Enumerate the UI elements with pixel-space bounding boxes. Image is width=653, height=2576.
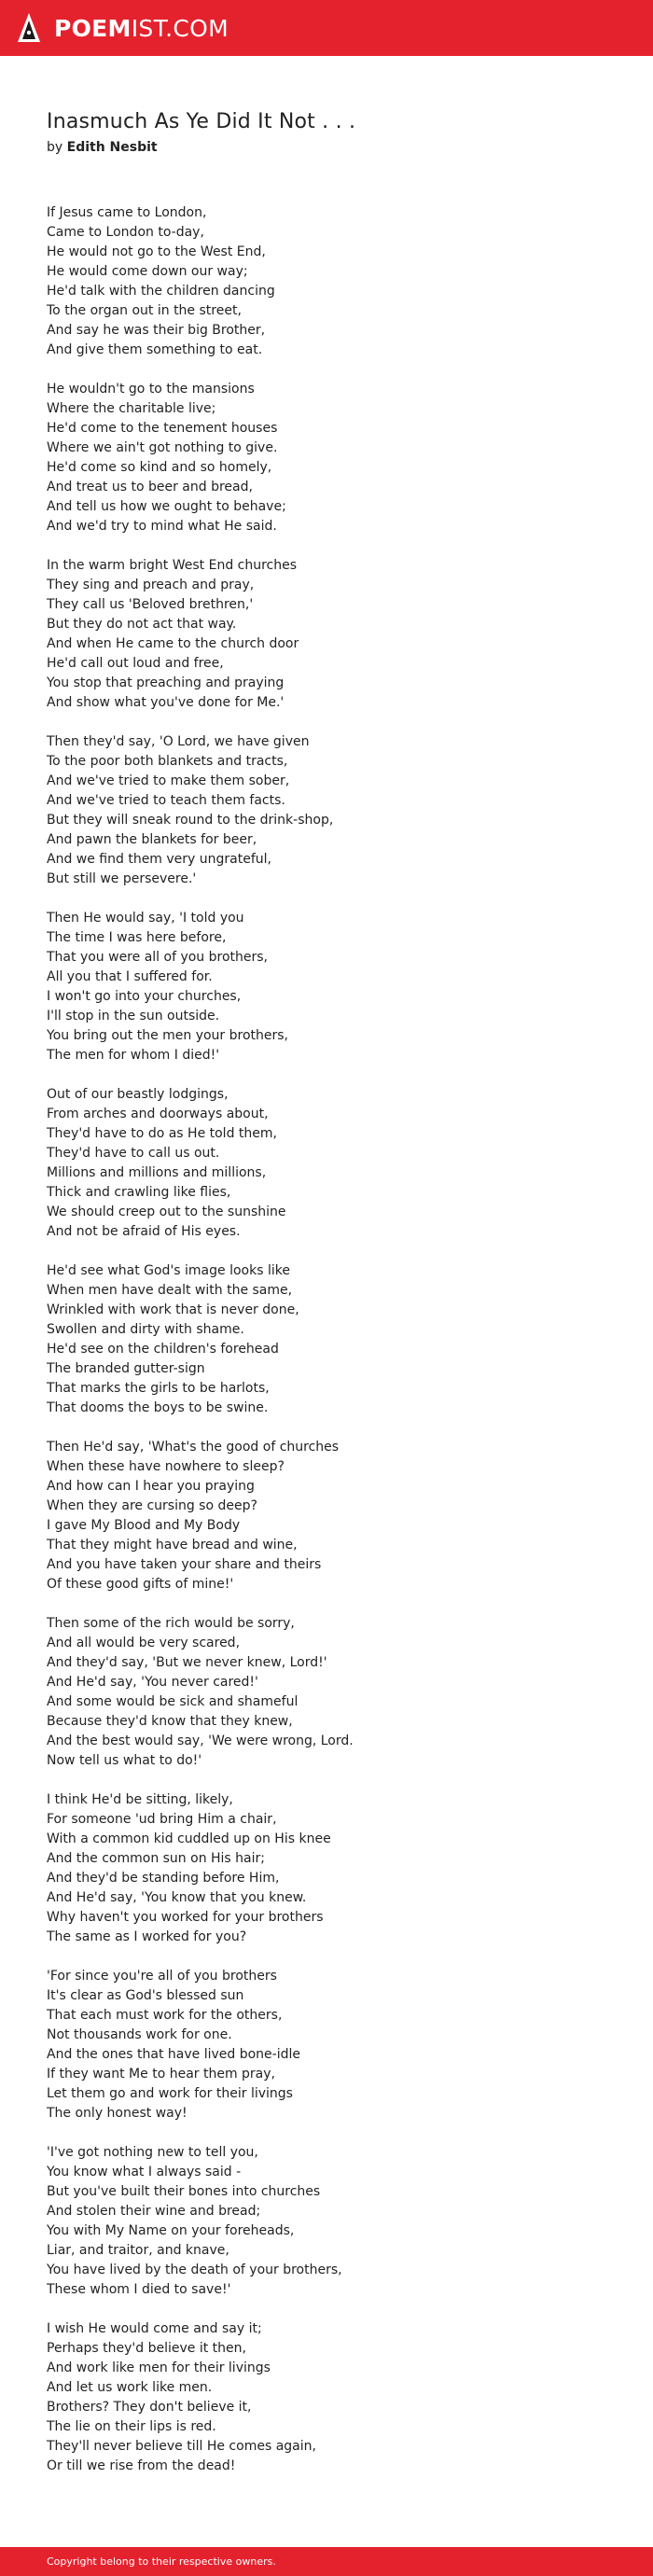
stanza	[47, 1790, 625, 1947]
poem-line: And the best would say, 'We were wrong, Lord.	[47, 1734, 354, 1748]
poem-line: It's clear as God's blessed sun	[47, 1988, 244, 2003]
poem-line: And they'd be standing before Him,	[47, 1871, 280, 1886]
poem-line: Not thousands work for one.	[47, 2027, 232, 2042]
poem-line: The time I was here before,	[47, 930, 227, 945]
poem-line: Now tell us what to do!'	[47, 1753, 202, 1768]
poem-line: And we'd try to mind what He said.	[47, 519, 277, 534]
poem-line: The same as I worked for you?	[47, 1929, 247, 1944]
poem-line: Perhaps they'd believe it then,	[47, 2341, 246, 2356]
stanza	[47, 2319, 625, 2476]
stanza	[47, 203, 625, 360]
stanza	[47, 909, 625, 1065]
poem-line: Then they'd say, 'O Lord, we have given	[47, 734, 310, 749]
footer-copyright: Copyright belong to their respective owners.	[47, 2555, 276, 2568]
poem-line: And the common sun on His hair;	[47, 1851, 265, 1866]
poem-line: And treat us to beer and bread,	[47, 480, 253, 494]
poem-line: That they might have bread and wine,	[47, 1538, 298, 1553]
poem-line: He wouldn't go to the mansions	[47, 382, 255, 397]
poem-line: He'd talk with the children dancing	[47, 284, 275, 299]
poem-line: And the ones that have lived bone-idle	[47, 2047, 300, 2062]
poem-line: And He'd say, 'You know that you knew.	[47, 1890, 307, 1905]
stanza	[47, 1967, 625, 2123]
by-label: by	[47, 140, 63, 155]
poem-line: And we find them very ungrateful,	[47, 852, 271, 867]
stanza	[47, 1614, 625, 1771]
poem-line: With a common kid cuddled up on His knee	[47, 1831, 331, 1846]
pen-nib-icon	[17, 12, 41, 44]
poem-line: Where we ain't got nothing to give.	[47, 440, 278, 455]
poem-line: And say he was their big Brother,	[47, 323, 266, 338]
poem-line: He would come down our way;	[47, 264, 248, 279]
poem-line: You stop that preaching and praying	[47, 675, 285, 690]
brand-wordmark-light: IST.COM	[131, 14, 229, 42]
poem-line: I won't go into your churches,	[47, 989, 242, 1004]
poem-line: When men have dealt with the same,	[47, 1283, 293, 1298]
poem-line: You bring out the men your brothers,	[47, 1028, 289, 1043]
poem-line: If they want Me to hear them pray,	[47, 2067, 275, 2082]
stanza	[47, 380, 625, 536]
poem-line: And how can I hear you praying	[47, 1479, 255, 1494]
poem-body	[47, 203, 625, 2496]
poem-line: And pawn the blankets for beer,	[47, 832, 257, 847]
poem-line: He'd come so kind and so homely,	[47, 460, 272, 475]
poem-line: And when He came to the church door	[47, 636, 299, 651]
poem-line: They'd have to do as He told them,	[47, 1126, 277, 1141]
poem-line: I think He'd be sitting, likely,	[47, 1792, 233, 1807]
stanza	[47, 1261, 625, 1418]
poem-line: The only honest way!	[47, 2106, 188, 2121]
poem-line: You have lived by the death of your brothers,	[47, 2263, 342, 2277]
poem-line: Let them go and work for their livings	[47, 2086, 293, 2101]
poem-line: Millions and millions and millions,	[47, 1165, 267, 1180]
footer	[0, 2547, 653, 2576]
poem-line: That each must work for the others,	[47, 2008, 283, 2023]
poem-line: But they do not act that way.	[47, 617, 237, 632]
poem-line: And give them something to eat.	[47, 342, 263, 357]
poem-line: But still we persevere.'	[47, 871, 197, 886]
stanza	[47, 556, 625, 713]
poem-title: Inasmuch As Ye Did It Not . . .	[47, 110, 356, 133]
poem-line: That dooms the boys to be swine.	[47, 1400, 269, 1415]
brand-wordmark-bold: POEM	[54, 14, 132, 42]
poem-line: Out of our beastly lodgings,	[47, 1087, 229, 1102]
poem-line: That you were all of you brothers,	[47, 950, 268, 965]
poem-line: To the poor both blankets and tracts,	[47, 754, 288, 769]
poem-line: Then some of the rich would be sorry,	[47, 1616, 295, 1631]
poem-line: Then He would say, 'I told you	[47, 911, 244, 926]
stanza	[47, 1085, 625, 1242]
poem-line: The men for whom I died!'	[47, 1048, 220, 1063]
poem-line: Why haven't you worked for your brothers	[47, 1910, 324, 1925]
brand-wordmark	[54, 14, 229, 42]
poem-line: And tell us how we ought to behave;	[47, 499, 286, 514]
poem-line: And show what you've done for Me.'	[47, 695, 285, 710]
poem-line: The branded gutter-sign	[47, 1361, 205, 1376]
poem-line: Where the charitable live;	[47, 401, 216, 416]
poem-line: He'd call out loud and free,	[47, 656, 224, 671]
poem-line: And we've tried to teach them facts.	[47, 793, 285, 808]
brand-logo-link[interactable]	[17, 12, 229, 44]
stanza	[47, 732, 625, 889]
poem-line: You know what I always said -	[47, 2165, 242, 2179]
poem-line: I wish He would come and say it;	[47, 2321, 262, 2336]
poem-header	[47, 108, 625, 157]
poem-line: You with My Name on your foreheads,	[47, 2223, 295, 2238]
poem-line: When these have nowhere to sleep?	[47, 1459, 285, 1474]
poem-line: Liar, and traitor, and knave,	[47, 2243, 229, 2258]
poem-line: Brothers? They don't believe it,	[47, 2400, 252, 2415]
poem-line: We should creep out to the sunshine	[47, 1204, 286, 1219]
poem-line: He'd see what God's image looks like	[47, 1263, 290, 1278]
poem-line: He'd see on the children's forehead	[47, 1342, 279, 1357]
poem-line: I gave My Blood and My Body	[47, 1518, 241, 1533]
poem-line: That marks the girls to be harlots,	[47, 1381, 270, 1396]
poem-line: And let us work like men.	[47, 2380, 213, 2395]
poem-line: All you that I suffered for.	[47, 969, 213, 984]
poem-line: And He'd say, 'You never cared!'	[47, 1675, 258, 1690]
poem-line: But you've built their bones into churches	[47, 2184, 321, 2199]
author-link[interactable]: Edith Nesbit	[66, 140, 158, 155]
poem-line: Of these good gifts of mine!'	[47, 1577, 234, 1592]
top-bar	[0, 0, 653, 56]
poem-line: For someone 'ud bring Him a chair,	[47, 1812, 277, 1827]
poem-line: And we've tried to make them sober,	[47, 773, 290, 788]
poem-line: I'll stop in the sun outside.	[47, 1009, 220, 1023]
poem-line: They call us 'Beloved brethren,'	[47, 597, 254, 612]
poem-line: Wrinkled with work that is never done,	[47, 1302, 299, 1317]
poem-line: Because they'd know that they knew,	[47, 1714, 293, 1729]
poem-line: They'll never believe till He comes again,	[47, 2439, 316, 2454]
poem-line: And stolen their wine and bread;	[47, 2204, 261, 2219]
poem-line: Thick and crawling like flies,	[47, 1185, 231, 1200]
poem-line: Or till we rise from the dead!	[47, 2458, 236, 2473]
poem-line: Swollen and dirty with shame.	[47, 1322, 244, 1337]
poem-line: He'd come to the tenement houses	[47, 421, 278, 436]
poem-line: 'I've got nothing new to tell you,	[47, 2145, 258, 2160]
byline	[47, 138, 625, 157]
poem-line: Came to London to-day,	[47, 225, 204, 240]
poem-line: They sing and preach and pray,	[47, 578, 255, 592]
poem-line: And work like men for their livings	[47, 2360, 271, 2375]
stanza	[47, 2143, 625, 2300]
poem-line: And all would be very scared,	[47, 1636, 241, 1650]
poem-line: Then He'd say, 'What's the good of churches	[47, 1440, 340, 1455]
poem-line: To the organ out in the street,	[47, 303, 242, 318]
poem-line: And some would be sick and shameful	[47, 1694, 299, 1709]
poem-line: 'For since you're all of you brothers	[47, 1969, 277, 1984]
poem-line: If Jesus came to London,	[47, 205, 207, 220]
poem-line: From arches and doorways about,	[47, 1107, 269, 1121]
poem-line: When they are cursing so deep?	[47, 1498, 257, 1513]
stanza	[47, 1438, 625, 1594]
poem-line: But they will sneak round to the drink-shop,	[47, 813, 334, 828]
poem-line: And not be afraid of His eyes.	[47, 1224, 241, 1239]
poem-line: The lie on their lips is red.	[47, 2419, 216, 2434]
poem-line: And you have taken your share and theirs	[47, 1557, 322, 1572]
poem-line: These whom I died to save!'	[47, 2282, 231, 2297]
poem-line: And they'd say, 'But we never knew, Lord!'	[47, 1655, 327, 1670]
poem-line: In the warm bright West End churches	[47, 558, 298, 573]
poem-line: They'd have to call us out.	[47, 1146, 220, 1161]
poem-line: He would not go to the West End,	[47, 244, 266, 259]
